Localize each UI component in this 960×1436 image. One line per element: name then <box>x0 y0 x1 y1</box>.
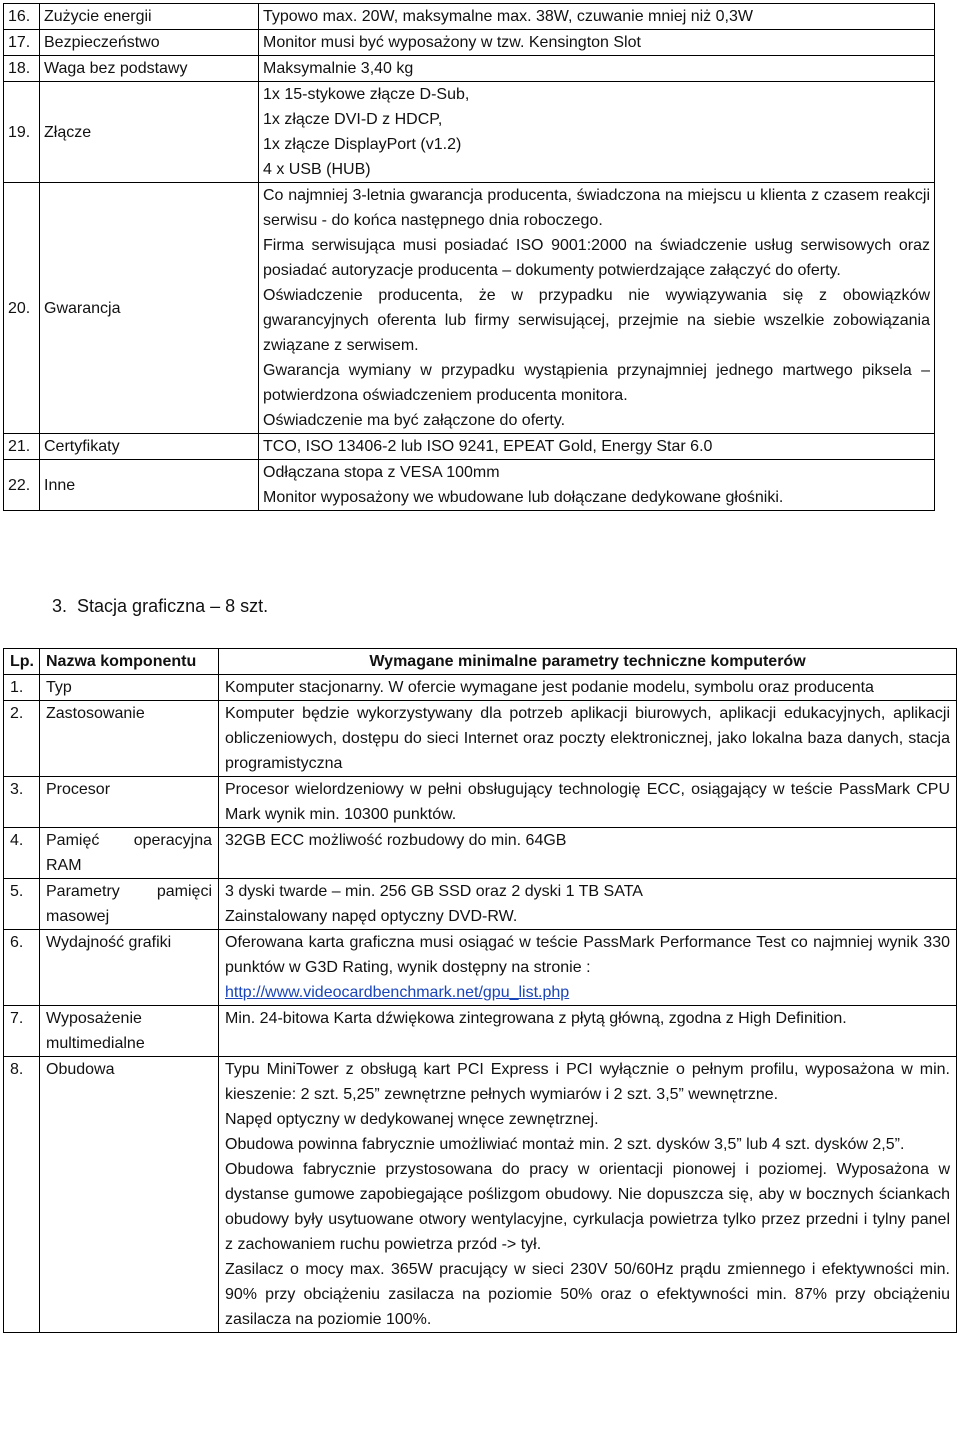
row-name: Certyfikaty <box>40 434 259 460</box>
row-name: Pamięć operacyjna RAM <box>40 828 219 879</box>
row-name: Obudowa <box>40 1057 219 1333</box>
row-spec <box>259 56 935 82</box>
table-row <box>4 1006 957 1057</box>
spec-line: 4 x USB (HUB) <box>263 161 371 178</box>
section-number: 3. <box>52 596 68 616</box>
row-spec <box>259 82 935 183</box>
row-number: 8. <box>4 1057 40 1333</box>
table-row <box>4 828 957 879</box>
row-name: Wydajność grafiki <box>40 930 219 1006</box>
header-component: Nazwa komponentu <box>40 649 219 675</box>
row-name: Złącze <box>40 82 259 183</box>
row-name: Parametry pamięci masowej <box>40 879 219 930</box>
spec-line: Typu MiniTower z obsługą kart PCI Express i PCI wyłącznie o pełnym profilu, wyposażona w min. kieszenie: 2 szt. 5,25” zewnętrzne pełnych wymiarów i 2 szt. 3,5” wewnętrzne. <box>225 1061 950 1103</box>
row-name: Zastosowanie <box>40 701 219 777</box>
row-number: 22. <box>4 460 40 511</box>
table-row <box>4 4 935 30</box>
row-spec <box>219 701 957 777</box>
row-name: Waga bez podstawy <box>40 56 259 82</box>
spec-line: 1x złącze DisplayPort (v1.2) <box>263 136 462 153</box>
spec-line: Oferowana karta graficzna musi osiągać w teście PassMark Performance Test co najmniej wynik 330 punktów w G3D Rating, wynik dostępny na stronie : <box>225 934 950 976</box>
table-row <box>4 460 935 511</box>
row-number: 3. <box>4 777 40 828</box>
row-spec <box>259 434 935 460</box>
row-number: 19. <box>4 82 40 183</box>
row-number: 21. <box>4 434 40 460</box>
row-number: 4. <box>4 828 40 879</box>
table-row <box>4 777 957 828</box>
spec-line: Monitor wyposażony we wbudowane lub dołączane dedykowane głośniki. <box>263 489 784 506</box>
spec-line: Monitor musi być wyposażony w tzw. Kensington Slot <box>263 34 641 51</box>
workstation-spec-table <box>3 648 957 1333</box>
row-spec <box>259 183 935 434</box>
spec-line: Zainstalowany napęd optyczny DVD-RW. <box>225 908 518 925</box>
spec-line: Komputer będzie wykorzystywany dla potrzeb aplikacji biurowych, aplikacji edukacyjnych, aplikacji obliczeniowych, dostępu do sieci Internet oraz poczty elektronicznej, jako lokalna baza danych, stacja programistyczna <box>225 705 950 772</box>
spec-line: Procesor wielordzeniowy w pełni obsługujący technologię ECC, osiągający w teście PassMark CPU Mark wynik min. 10300 punktów. <box>225 781 950 823</box>
row-number: 6. <box>4 930 40 1006</box>
spec-line: Odłączana stopa z VESA 100mm <box>263 464 500 481</box>
spec-line: Obudowa fabrycznie przystosowana do pracy w orientacji pionowej i poziomej. Wyposażona w dystanse gumowe zapobiegające poślizgom obudowy. Nie dopuszcza się, aby w bocznych ściankach obudowy były usytuowane otwory wentylacyjne, cyrkulacja powietrza tylko przez przedni i tylny panel z zachowaniem ruchu powietrza przód -> tył. <box>225 1161 950 1253</box>
row-number: 18. <box>4 56 40 82</box>
row-spec <box>219 828 957 879</box>
row-name: Wyposażenie multimedialne <box>40 1006 219 1057</box>
row-number: 5. <box>4 879 40 930</box>
header-requirements: Wymagane minimalne parametry techniczne komputerów <box>219 649 957 675</box>
row-number: 17. <box>4 30 40 56</box>
spec-line: Napęd optyczny w dedykowanej wnęce zewnętrznej. <box>225 1111 599 1128</box>
row-spec <box>259 460 935 511</box>
row-spec <box>219 675 957 701</box>
benchmark-link[interactable]: http://www.videocardbenchmark.net/gpu_list.php <box>225 984 570 1001</box>
row-spec <box>219 777 957 828</box>
spec-line: Oświadczenie producenta, że w przypadku nie wywiązywania się z obowiązków gwarancyjnych oferenta lub firmy serwisującej, przejmie na siebie wszelkie zobowiązania związane z serwisem. <box>263 287 930 354</box>
row-spec <box>259 4 935 30</box>
spec-line: Typowo max. 20W, maksymalne max. 38W, czuwanie mniej niż 0,3W <box>263 8 753 25</box>
row-name: Inne <box>40 460 259 511</box>
row-name: Typ <box>40 675 219 701</box>
row-name: Zużycie energii <box>40 4 259 30</box>
row-number: 16. <box>4 4 40 30</box>
row-number: 1. <box>4 675 40 701</box>
spec-line: Co najmniej 3-letnia gwarancja producenta, świadczona na miejscu u klienta z czasem reakcji serwisu - do końca następnego dnia roboczego. <box>263 187 930 229</box>
table-row <box>4 675 957 701</box>
spec-line: Obudowa powinna fabrycznie umożliwiać montaż min. 2 szt. dysków 3,5” lub 4 szt. dysków 2,5”. <box>225 1136 905 1153</box>
table-row <box>4 56 935 82</box>
header-lp: Lp. <box>4 649 40 675</box>
row-number: 2. <box>4 701 40 777</box>
table-row <box>4 930 957 1006</box>
spec-line: Min. 24-bitowa Karta dźwiękowa zintegrowana z płytą główną, zgodna z High Definition. <box>225 1010 847 1027</box>
spec-line: 1x 15-stykowe złącze D-Sub, <box>263 86 470 103</box>
row-name: Procesor <box>40 777 219 828</box>
spec-line: Oświadczenie ma być załączone do oferty. <box>263 412 566 429</box>
table-row <box>4 1057 957 1333</box>
row-spec <box>219 879 957 930</box>
spec-line: Gwarancja wymiany w przypadku wystąpienia przynajmniej jednego martwego piksela – potwierdzona oświadczeniem producenta monitora. <box>263 362 930 404</box>
table-row <box>4 82 935 183</box>
section-title: Stacja graficzna – 8 szt. <box>77 596 269 616</box>
monitor-spec-table <box>3 3 935 511</box>
row-spec <box>219 1057 957 1333</box>
spec-line: Firma serwisująca musi posiadać ISO 9001:2000 na świadczenie usług serwisowych oraz posiadać autoryzacje producenta – dokumenty potwierdzające załączyć do oferty. <box>263 237 930 279</box>
spec-line: Zasilacz o mocy max. 365W pracujący w sieci 230V 50/60Hz prądu zmiennego i efektywności min. 90% przy obciążeniu zasilacza na poziomie 50% oraz o efektywności min. 87% przy obciążeniu zasilacza na poziomie 100%. <box>225 1261 950 1328</box>
row-name: Bezpieczeństwo <box>40 30 259 56</box>
table-header-row <box>4 649 957 675</box>
spec-line: Maksymalnie 3,40 kg <box>263 60 414 77</box>
spec-line: 1x złącze DVI-D z HDCP, <box>263 111 443 128</box>
row-name: Gwarancja <box>40 183 259 434</box>
spec-line: 32GB ECC możliwość rozbudowy do min. 64GB <box>225 832 567 849</box>
table-row <box>4 879 957 930</box>
table-row <box>4 30 935 56</box>
row-number: 20. <box>4 183 40 434</box>
spec-line: 3 dyski twarde – min. 256 GB SSD oraz 2 dyski 1 TB SATA <box>225 883 643 900</box>
row-spec <box>219 1006 957 1057</box>
row-spec <box>259 30 935 56</box>
table-row <box>4 183 935 434</box>
spec-line: Komputer stacjonarny. W ofercie wymagane jest podanie modelu, symbolu oraz producenta <box>225 679 874 696</box>
row-number: 7. <box>4 1006 40 1057</box>
section-heading <box>52 594 268 618</box>
row-spec <box>219 930 957 1006</box>
spec-line: TCO, ISO 13406-2 lub ISO 9241, EPEAT Gold, Energy Star 6.0 <box>263 438 713 455</box>
table-row <box>4 434 935 460</box>
table-row <box>4 701 957 777</box>
